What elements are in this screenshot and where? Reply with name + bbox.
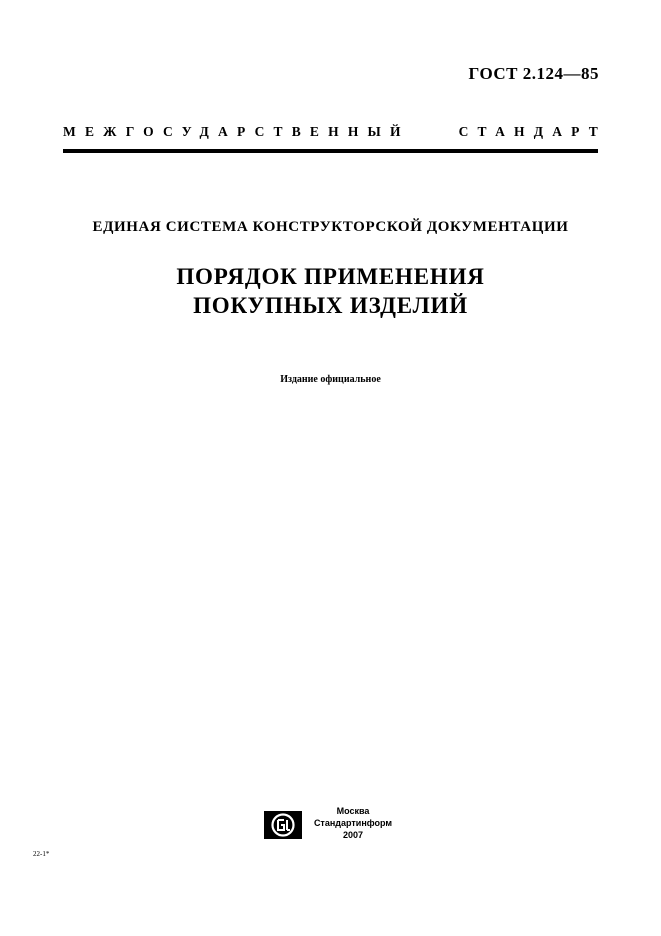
edition-note: Издание официальное [280,374,381,385]
standard-type-left: МЕЖГОСУДАРСТВЕННЫЙ [63,124,410,139]
publisher-block [308,805,398,841]
title-line-1: ПОРЯДОК ПРИМЕНЕНИЯ [176,264,485,289]
system-name: ЕДИНАЯ СИСТЕМА КОНСТРУКТОРСКОЙ ДОКУМЕНТАЦИИ [92,219,569,235]
publication-year: 2007 [342,830,364,840]
document-title [0,262,661,320]
standard-type-right: СТАНДАРТ [458,124,607,139]
standartinform-logo-icon [264,811,302,839]
publisher-city: Москва [336,806,370,816]
print-code: 22-1* [33,850,50,858]
standard-type-heading [63,124,607,140]
title-line-2: ПОКУПНЫХ ИЗДЕЛИЙ [193,293,468,318]
heading-divider [63,149,598,153]
publisher-name: Стандартинформ [313,818,393,828]
standard-designation: ГОСТ 2.124—85 [468,64,599,83]
